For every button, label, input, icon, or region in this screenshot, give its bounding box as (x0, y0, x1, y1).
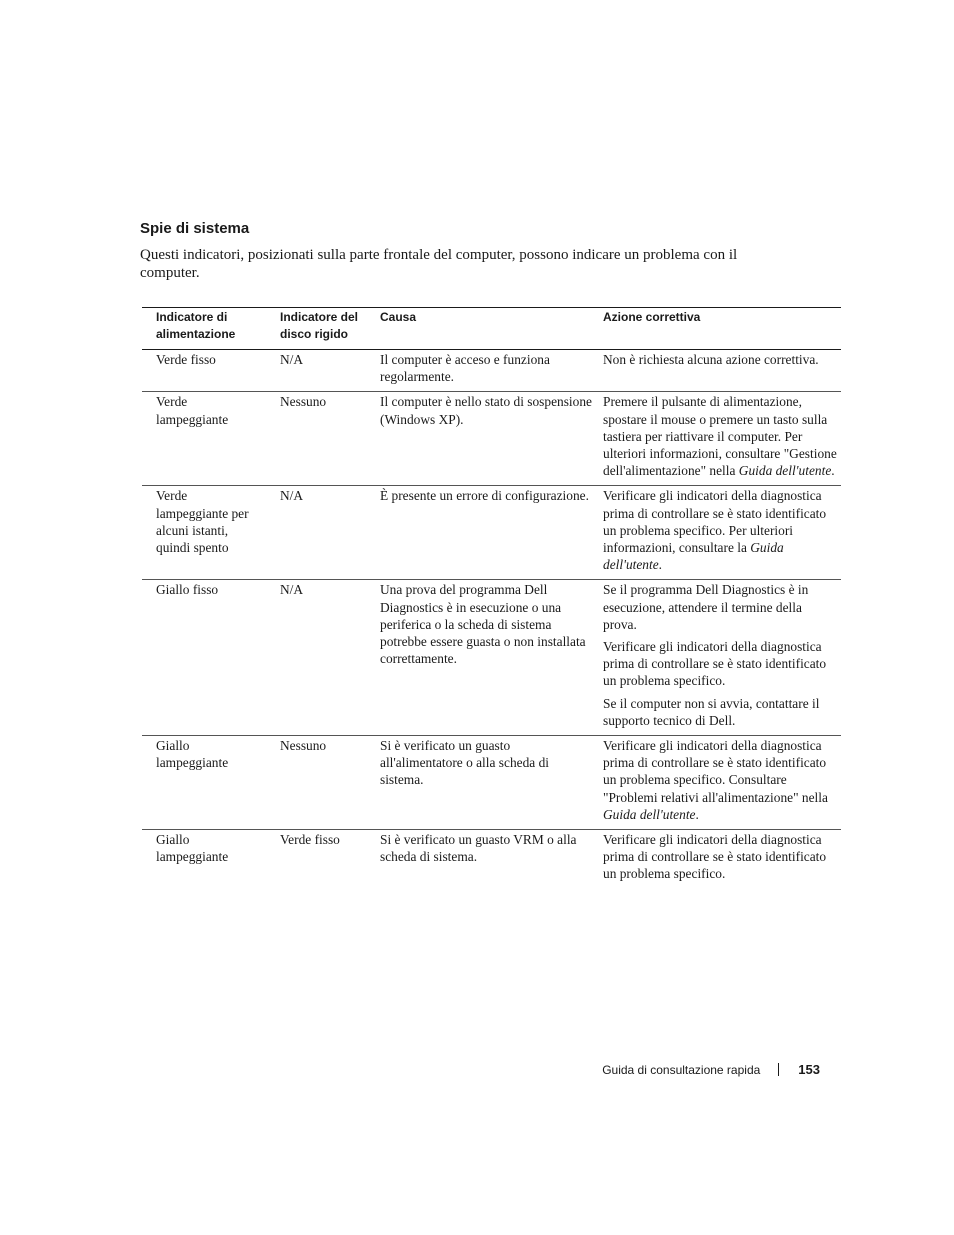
cell-disk-light: N/A (280, 582, 304, 598)
action-text: Verificare gli indicatori della diagnostica prima di controllare se è stato identificato un problema specifico. Consultare "Problemi relativi all'alimentazione" nella (603, 738, 828, 805)
section-title: Spie di sistema (140, 220, 250, 237)
cell-disk-light: Nessuno (280, 738, 327, 754)
cell-disk-light: N/A (280, 488, 304, 504)
action-text: Verificare gli indicatori della diagnostica prima di controllare se è stato identificato un problema specifico. (603, 639, 827, 689)
footer-separator (778, 1063, 779, 1076)
action-text: . (831, 463, 835, 479)
table-header-row (142, 308, 841, 350)
guide-reference: Guida dell'utente (738, 463, 832, 479)
action-text: Premere il pulsante di alimentazione, spostare il mouse o premere un tasto sulla tastiera per riattivare il computer. Per ulteriori informazioni, consultare "Gestione dell'alimentazione" nella (603, 394, 837, 479)
page-number: 153 (798, 1062, 820, 1077)
table-row (142, 350, 841, 392)
guide-reference: Guida dell'utente (603, 540, 784, 573)
table-header (142, 308, 841, 350)
cell-cause: Una prova del programma Dell Diagnostics è in esecuzione o una periferica o la scheda di sistema potrebbe essere guasta o non installata correttamente. (380, 582, 586, 667)
page-footer (602, 1061, 820, 1079)
system-lights-table-container (142, 307, 841, 889)
header-power-light: Indicatore di alimentazione (156, 310, 236, 341)
cell-corrective-action (599, 736, 841, 830)
footer-guide-title: Guida di consultazione rapida (602, 1063, 761, 1077)
action-paragraph (603, 638, 837, 690)
table-row (142, 830, 841, 889)
cell-disk-light: Verde fisso (280, 832, 340, 848)
action-text: Se il programma Dell Diagnostics è in esecuzione, attendere il termine della prova. (603, 582, 809, 632)
cell-corrective-action (599, 830, 841, 889)
action-paragraph (603, 695, 837, 729)
cell-power-light: Verde lampeggiante (156, 394, 229, 427)
cell-power-light: Giallo lampeggiante (156, 832, 229, 865)
table-row (142, 580, 841, 736)
guide-reference: Guida dell'utente (603, 806, 696, 822)
cell-power-light: Verde lampeggiante per alcuni istanti, quindi spento (156, 488, 249, 556)
action-paragraph (603, 581, 837, 633)
cell-cause: Il computer è acceso e funziona regolarmente. (380, 352, 550, 385)
header-corrective-action: Azione correttiva (603, 310, 701, 324)
cell-disk-light: N/A (280, 352, 304, 367)
header-disk-light: Indicatore del disco rigido (280, 310, 359, 341)
action-paragraph (603, 351, 837, 368)
header-cause: Causa (380, 310, 417, 324)
cell-corrective-action (599, 486, 841, 580)
table-row (142, 486, 841, 580)
system-lights-table (142, 307, 841, 889)
action-text: Non è richiesta alcuna azione correttiva. (603, 352, 819, 367)
cell-power-light: Verde fisso (156, 352, 216, 367)
action-paragraph (603, 737, 837, 823)
action-text: Verificare gli indicatori della diagnostica prima di controllare se è stato identificato un problema specifico. (603, 832, 827, 882)
intro-paragraph: Questi indicatori, posizionati sulla parte frontale del computer, possono indicare un problema con il computer. (140, 247, 738, 281)
action-text: Verificare gli indicatori della diagnostica prima di controllare se è stato identificato un problema specifico. Per ulteriori informazioni, consultare la (603, 488, 827, 556)
action-text: Se il computer non si avvia, contattare il supporto tecnico di Dell. (603, 695, 820, 728)
action-paragraph (603, 393, 837, 479)
table-row (142, 736, 841, 830)
cell-cause: Si è verificato un guasto all'alimentatore o alla scheda di sistema. (380, 738, 549, 788)
cell-corrective-action (599, 580, 841, 736)
table-row (142, 392, 841, 486)
cell-disk-light: Nessuno (280, 394, 327, 410)
cell-corrective-action (599, 350, 841, 392)
cell-power-light: Giallo fisso (156, 582, 219, 598)
cell-cause: È presente un errore di configurazione. (380, 488, 589, 504)
table-body (142, 350, 841, 889)
cell-cause: Si è verificato un guasto VRM o alla scheda di sistema. (380, 832, 577, 865)
action-text: . (658, 557, 663, 573)
action-paragraph (603, 831, 837, 883)
cell-cause: Il computer è nello stato di sospensione (Windows XP). (380, 394, 592, 427)
cell-power-light: Giallo lampeggiante (156, 738, 229, 771)
action-paragraph (603, 487, 837, 573)
cell-corrective-action (599, 392, 841, 486)
action-text: . (695, 806, 699, 822)
